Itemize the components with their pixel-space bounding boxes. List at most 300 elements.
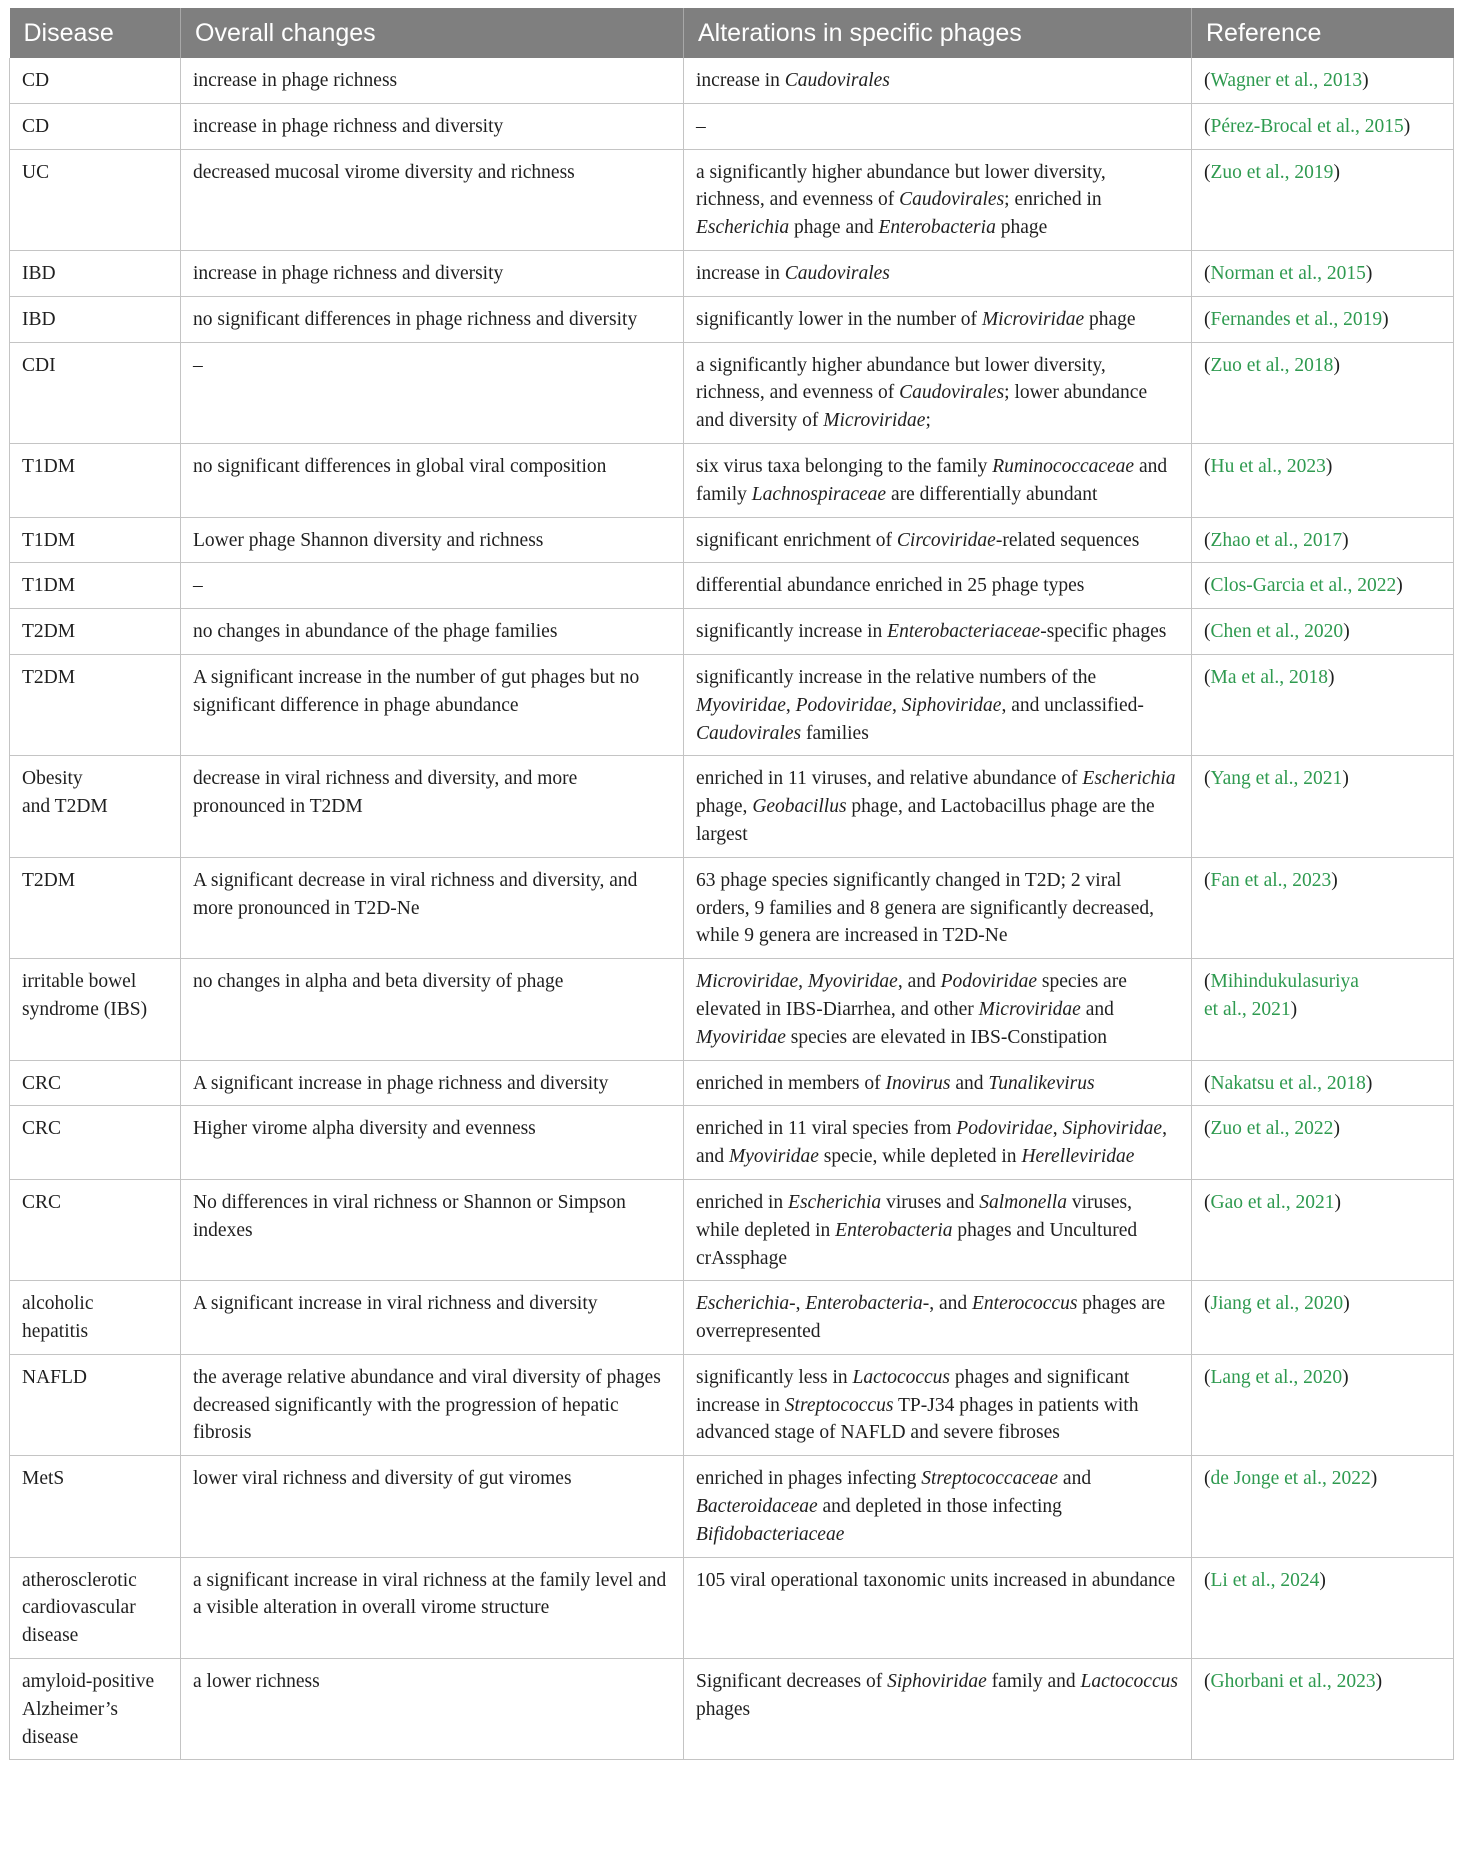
alterations-text: ,: [798, 971, 808, 993]
taxon-name: Bifidobacteriaceae: [696, 1523, 845, 1545]
reference-cell: [1192, 756, 1454, 857]
taxon-name: Microviridae: [981, 308, 1085, 330]
alterations-text: specie, while depleted in: [818, 1146, 1022, 1168]
overall-changes-text: a lower richness: [193, 1671, 320, 1693]
alterations-text: species are elevated in IBS-Constipation: [785, 1026, 1108, 1048]
alterations-text: ; enriched in: [1004, 189, 1102, 211]
disease-cell: [10, 1106, 181, 1180]
taxon-name: Myoviridae: [696, 1026, 786, 1048]
alterations-text: significantly increase in the relative numbers of the: [696, 666, 1097, 688]
disease-cell: [10, 342, 181, 443]
overall-changes-cell: [181, 58, 684, 103]
alterations-cell: [684, 609, 1192, 655]
reference-link[interactable]: Clos-Garcia et al., 2022: [1210, 575, 1397, 597]
taxon-name: Enterobacteria: [805, 1293, 923, 1315]
disease-cell: [10, 959, 181, 1060]
alterations-cell: [684, 1659, 1192, 1760]
table-row: [10, 296, 1454, 342]
reference-cell: [1192, 1354, 1454, 1455]
alterations-cell: [684, 654, 1192, 755]
taxon-name: Ruminococcaceae: [992, 455, 1135, 477]
overall-changes-cell: [181, 149, 684, 250]
alterations-text: and: [1058, 1468, 1092, 1490]
reference-link[interactable]: de Jonge et al., 2022: [1210, 1468, 1371, 1490]
reference-cell: [1192, 1281, 1454, 1355]
disease-text: CD: [22, 70, 50, 91]
disease-cell: [10, 857, 181, 958]
alterations-text: -specific phages: [1040, 621, 1167, 643]
disease-cell: [10, 1456, 181, 1557]
alterations-text: phage: [995, 217, 1048, 239]
alterations-text: ;: [925, 410, 931, 432]
table-row: [10, 1659, 1454, 1760]
overall-changes-cell: [181, 1456, 684, 1557]
header-overall-changes: Overall changes: [181, 8, 684, 58]
alterations-text: and: [950, 1072, 989, 1094]
taxon-name: Enterobacteria: [835, 1219, 953, 1241]
alterations-text: -, and: [922, 1293, 973, 1315]
overall-changes-cell: [181, 609, 684, 655]
overall-changes-text: the average relative abundance and viral diversity of phages decreased significantly with the progression of hepatic fibrosis: [193, 1366, 661, 1444]
taxon-name: Myoviridae: [729, 1146, 819, 1168]
disease-cell: [10, 563, 181, 609]
alterations-text: 63 phage species significantly changed in T2D; 2 viral orders, 9 families and 8 genera are significantly decreased, while 9 genera are increased in T2D-Ne: [696, 869, 1155, 947]
reference-cell: [1192, 609, 1454, 655]
paren-close: ): [1333, 1118, 1340, 1140]
reference-cell: [1192, 517, 1454, 563]
disease-text: UC: [22, 161, 50, 183]
overall-changes-text: increase in phage richness: [193, 70, 398, 91]
disease-text: alcoholic: [22, 1293, 94, 1315]
overall-changes-text: No differences in viral richness or Shannon or Simpson indexes: [193, 1191, 626, 1241]
alterations-text: , and: [696, 1118, 1167, 1168]
disease-cell: [10, 149, 181, 250]
overall-changes-text: Lower phage Shannon diversity and richness: [193, 529, 544, 551]
disease-cell: [10, 1557, 181, 1658]
alterations-cell: [684, 342, 1192, 443]
reference-link[interactable]: Pérez-Brocal et al., 2015: [1210, 115, 1404, 137]
reference-cell: [1192, 1106, 1454, 1180]
alterations-cell: [684, 959, 1192, 1060]
reference-cell: [1192, 250, 1454, 296]
disease-text: cardiovascular: [22, 1597, 136, 1619]
alterations-text: phage: [1084, 308, 1136, 330]
disease-text: irritable bowel: [22, 971, 137, 993]
overall-changes-text: –: [193, 575, 203, 597]
overall-changes-text: increase in phage richness and diversity: [193, 115, 504, 137]
reference-cell: [1192, 1659, 1454, 1760]
disease-cell: [10, 609, 181, 655]
overall-changes-text: –: [193, 354, 203, 376]
disease-text: Alzheimer’s: [22, 1698, 119, 1720]
taxon-name: Herelleviridae: [1021, 1146, 1135, 1168]
paren-open: (: [1204, 262, 1211, 284]
alterations-cell: [684, 756, 1192, 857]
alterations-text: enriched in: [696, 1191, 789, 1213]
table-row: [10, 517, 1454, 563]
alterations-text: -,: [789, 1293, 806, 1315]
paren-open: (: [1204, 971, 1211, 993]
paren-open: (: [1204, 1468, 1211, 1490]
alterations-text: six virus taxa belonging to the family: [696, 455, 993, 477]
reference-cell: [1192, 1456, 1454, 1557]
table-row: [10, 58, 1454, 103]
taxon-name: Podoviridae: [795, 694, 893, 716]
table-row: [10, 1281, 1454, 1355]
table-row: [10, 857, 1454, 958]
paren-open: (: [1204, 1293, 1211, 1315]
alterations-text: ,: [785, 694, 796, 716]
reference-cell: [1192, 857, 1454, 958]
reference-cell: [1192, 1557, 1454, 1658]
paren-close: ): [1362, 70, 1369, 91]
table-row: [10, 654, 1454, 755]
overall-changes-text: no significant differences in global viral composition: [193, 455, 607, 477]
overall-changes-cell: [181, 857, 684, 958]
alterations-text: significantly increase in: [696, 621, 888, 643]
taxon-name: Lactococcus: [1080, 1671, 1178, 1693]
overall-changes-text: A significant increase in phage richness and diversity: [193, 1072, 609, 1094]
alterations-text: phages are overrepresented: [696, 1293, 1166, 1343]
alterations-text: increase in: [696, 262, 785, 284]
alterations-cell: [684, 563, 1192, 609]
taxon-name: Streptococcaceae: [921, 1468, 1059, 1490]
taxon-name: Streptococcus: [784, 1394, 894, 1416]
overall-changes-cell: [181, 1557, 684, 1658]
disease-cell: [10, 1179, 181, 1280]
taxon-name: Siphoviridae: [901, 694, 1002, 716]
header-row: [10, 8, 1454, 58]
table-row: [10, 609, 1454, 655]
disease-text: T2DM: [22, 666, 76, 688]
header-disease: Disease: [10, 8, 181, 58]
reference-link[interactable]: Fan et al., 2023: [1210, 869, 1332, 891]
overall-changes-cell: [181, 563, 684, 609]
disease-cell: [10, 103, 181, 149]
paren-open: (: [1204, 1072, 1211, 1094]
paren-close: ): [1343, 1293, 1350, 1315]
overall-changes-cell: [181, 1106, 684, 1180]
overall-changes-text: no significant differences in phage richness and diversity: [193, 308, 638, 330]
reference-link[interactable]: Zuo et al., 2018: [1210, 354, 1334, 376]
alterations-text: phages and Uncultured crAssphage: [696, 1219, 1138, 1269]
alterations-cell: [684, 1557, 1192, 1658]
taxon-name: Caudovirales: [899, 189, 1005, 211]
overall-changes-cell: [181, 1179, 684, 1280]
disease-text: syndrome (IBS): [22, 998, 148, 1020]
reference-cell: [1192, 443, 1454, 517]
reference-link[interactable]: Wagner et al., 2013: [1210, 70, 1363, 91]
taxon-name: Caudovirales: [784, 70, 890, 91]
reference-link[interactable]: Norman et al., 2015: [1210, 262, 1366, 284]
overall-changes-text: no changes in alpha and beta diversity of phage: [193, 971, 564, 993]
table-row: [10, 756, 1454, 857]
disease-text: hepatitis: [22, 1321, 89, 1343]
reference-link[interactable]: et al., 2021: [1204, 998, 1291, 1020]
alterations-text: a significantly higher abundance but lower diversity, richness, and evenness of: [696, 161, 1106, 211]
paren-open: (: [1204, 1366, 1211, 1388]
paren-close: ): [1334, 1191, 1342, 1213]
alterations-cell: [684, 857, 1192, 958]
alterations-text: differential abundance enriched in 25 phage types: [696, 575, 1085, 597]
alterations-text: and family: [696, 455, 1168, 505]
overall-changes-text: increase in phage richness and diversity: [193, 262, 504, 284]
alterations-cell: [684, 1354, 1192, 1455]
table-body: [10, 58, 1454, 1760]
paren-open: (: [1204, 308, 1211, 330]
alterations-text: enriched in members of: [696, 1072, 886, 1094]
alterations-text: , and: [897, 971, 941, 993]
paren-close: ): [1396, 575, 1403, 597]
reference-link[interactable]: Mihindukulasuriya: [1210, 971, 1359, 993]
alterations-cell: [684, 103, 1192, 149]
taxon-name: Salmonella: [979, 1191, 1067, 1213]
alterations-cell: [684, 149, 1192, 250]
disease-cell: [10, 517, 181, 563]
paren-close: ): [1331, 869, 1338, 891]
disease-text: T2DM: [22, 869, 76, 891]
alterations-text: phage,: [696, 796, 753, 818]
disease-text: atherosclerotic: [22, 1569, 137, 1591]
overall-changes-text: A significant decrease in viral richness and diversity, and more pronounced in T2D-Ne: [193, 869, 638, 919]
paren-close: ): [1375, 1671, 1383, 1693]
taxon-name: Inovirus: [885, 1072, 951, 1094]
taxon-name: Caudovirales: [899, 382, 1005, 404]
alterations-text: enriched in 11 viruses, and relative abundance of: [696, 768, 1083, 790]
taxon-name: Podoviridae: [956, 1118, 1053, 1140]
alterations-text: significantly less in: [696, 1366, 853, 1388]
table-row: [10, 1557, 1454, 1658]
overall-changes-text: a visible alteration in overall virome structure: [193, 1597, 550, 1619]
overall-changes-cell: [181, 1354, 684, 1455]
table-header: [10, 8, 1454, 58]
alterations-cell: [684, 1179, 1192, 1280]
disease-text: CD: [22, 115, 50, 137]
overall-changes-cell: [181, 443, 684, 517]
alterations-cell: [684, 1281, 1192, 1355]
overall-changes-cell: [181, 1060, 684, 1106]
table-row: [10, 1060, 1454, 1106]
taxon-name: Caudovirales: [784, 262, 890, 284]
paren-close: ): [1342, 768, 1349, 790]
disease-text: disease: [22, 1625, 79, 1647]
reference-cell: [1192, 149, 1454, 250]
disease-cell: [10, 1281, 181, 1355]
paren-close: ): [1342, 1366, 1349, 1388]
overall-changes-text: A significant increase in viral richness and diversity: [193, 1293, 598, 1315]
reference-link[interactable]: Chen et al., 2020: [1210, 621, 1344, 643]
overall-changes-cell: [181, 654, 684, 755]
alterations-cell: [684, 58, 1192, 103]
paren-close: ): [1290, 998, 1298, 1020]
disease-text: amyloid-positive: [22, 1671, 155, 1693]
alterations-text: viruses, while depleted in: [696, 1191, 1132, 1241]
overall-changes-text: lower viral richness and diversity of gut viromes: [193, 1468, 572, 1490]
alterations-text: family and: [986, 1671, 1081, 1693]
alterations-text: a significantly higher abundance but lower diversity, richness, and evenness of: [696, 354, 1106, 404]
alterations-cell: [684, 250, 1192, 296]
paren-open: (: [1204, 768, 1211, 790]
header-alterations: Alterations in specific phages: [684, 8, 1192, 58]
reference-cell: [1192, 342, 1454, 443]
taxon-name: Enterobacteriaceae: [887, 621, 1041, 643]
paren-close: ): [1319, 1569, 1326, 1591]
taxon-name: Myoviridae: [696, 694, 786, 716]
reference-link[interactable]: Fernandes et al., 2019: [1210, 308, 1383, 330]
reference-link[interactable]: Yang et al., 2021: [1210, 768, 1343, 790]
reference-link[interactable]: Zuo et al., 2022: [1210, 1118, 1334, 1140]
taxon-name: Podoviridae: [940, 971, 1037, 993]
reference-link[interactable]: Jiang et al., 2020: [1210, 1293, 1344, 1315]
taxon-name: Lactococcus: [852, 1366, 951, 1388]
overall-changes-cell: [181, 517, 684, 563]
reference-link[interactable]: Nakatsu et al., 2018: [1210, 1072, 1366, 1094]
disease-text: T1DM: [22, 455, 76, 477]
paren-close: ): [1325, 455, 1333, 477]
overall-changes-text: a significant increase in viral richness at the family level and: [193, 1569, 667, 1591]
disease-cell: [10, 1060, 181, 1106]
disease-cell: [10, 296, 181, 342]
header-reference: Reference: [1192, 8, 1454, 58]
paren-open: (: [1204, 354, 1211, 376]
disease-text: Obesity: [22, 768, 83, 790]
paren-close: ): [1343, 621, 1350, 643]
alterations-cell: [684, 296, 1192, 342]
alterations-text: 105 viral operational taxonomic units increased in abundance: [696, 1569, 1176, 1591]
taxon-name: Siphoviridae: [1062, 1118, 1163, 1140]
taxon-name: Escherichia: [788, 1191, 882, 1213]
reference-cell: [1192, 563, 1454, 609]
alterations-text: phage and: [789, 217, 879, 239]
taxon-name: Tunalikevirus: [988, 1072, 1095, 1094]
alterations-text: significantly lower in the number of: [696, 308, 982, 330]
overall-changes-text: decrease in viral richness and diversity, and more pronounced in T2DM: [193, 768, 578, 818]
overall-changes-text: Higher virome alpha diversity and evenness: [193, 1118, 536, 1140]
overall-changes-text: A significant increase in the number of gut phages but no significant difference in phage abundance: [193, 666, 640, 716]
paren-open: (: [1204, 666, 1211, 688]
alterations-cell: [684, 1456, 1192, 1557]
paren-open: (: [1204, 161, 1211, 183]
reference-link[interactable]: Li et al., 2024: [1210, 1569, 1320, 1591]
paren-close: ): [1370, 1468, 1378, 1490]
overall-changes-cell: [181, 250, 684, 296]
taxon-name: Lachnospiraceae: [751, 483, 887, 505]
table-row: [10, 1456, 1454, 1557]
paren-close: ): [1328, 666, 1335, 688]
taxon-name: Escherichia: [696, 1293, 790, 1315]
overall-changes-cell: [181, 296, 684, 342]
disease-text: T1DM: [22, 529, 76, 551]
phage-disease-table: [9, 8, 1454, 1760]
disease-text: MetS: [22, 1468, 65, 1490]
reference-link[interactable]: Hu et al., 2023: [1210, 455, 1326, 477]
paren-close: ): [1342, 529, 1349, 551]
paren-open: (: [1204, 621, 1211, 643]
table-row: [10, 1106, 1454, 1180]
disease-text: NAFLD: [22, 1366, 88, 1388]
alterations-text: species are elevated in IBS-Diarrhea, and other: [696, 971, 1127, 1020]
paren-open: (: [1204, 869, 1211, 891]
reference-link[interactable]: Gao et al., 2021: [1210, 1191, 1335, 1213]
disease-text: T2DM: [22, 621, 76, 643]
reference-link[interactable]: Ghorbani et al., 2023: [1210, 1671, 1376, 1693]
alterations-text: increase in: [696, 70, 785, 91]
table-row: [10, 342, 1454, 443]
disease-cell: [10, 443, 181, 517]
disease-cell: [10, 1659, 181, 1760]
overall-changes-cell: [181, 342, 684, 443]
taxon-name: Caudovirales: [696, 722, 802, 744]
reference-link[interactable]: Lang et al., 2020: [1210, 1366, 1343, 1388]
paren-open: (: [1204, 455, 1211, 477]
taxon-name: Enterobacteria: [878, 217, 996, 239]
reference-cell: [1192, 1179, 1454, 1280]
table-row: [10, 443, 1454, 517]
alterations-text: enriched in 11 viral species from: [696, 1118, 957, 1140]
alterations-cell: [684, 1106, 1192, 1180]
table-row: [10, 563, 1454, 609]
paren-open: (: [1204, 1671, 1211, 1693]
alterations-text: phages: [696, 1698, 751, 1720]
disease-cell: [10, 756, 181, 857]
taxon-name: Microviridae: [823, 410, 926, 432]
reference-link[interactable]: Zhao et al., 2017: [1210, 529, 1343, 551]
taxon-name: Geobacillus: [752, 796, 847, 818]
alterations-text: , and unclassified-: [1001, 694, 1144, 716]
disease-text: CRC: [22, 1191, 62, 1213]
overall-changes-text: no changes in abundance of the phage families: [193, 621, 558, 643]
alterations-cell: [684, 517, 1192, 563]
alterations-text: ; lower abundance and diversity of: [696, 382, 1148, 432]
taxon-name: Escherichia: [696, 217, 790, 239]
disease-text: T1DM: [22, 575, 76, 597]
reference-cell: [1192, 58, 1454, 103]
disease-text: IBD: [22, 308, 56, 330]
alterations-text: enriched in phages infecting: [696, 1468, 922, 1490]
disease-text: CRC: [22, 1072, 62, 1094]
disease-text: disease: [22, 1726, 79, 1748]
taxon-name: Myoviridae: [807, 971, 898, 993]
disease-cell: [10, 1354, 181, 1455]
paren-close: ): [1333, 354, 1340, 376]
table-row: [10, 103, 1454, 149]
paren-close: ): [1365, 1072, 1373, 1094]
table-row: [10, 1179, 1454, 1280]
table-row: [10, 149, 1454, 250]
disease-text: IBD: [22, 262, 56, 284]
reference-cell: [1192, 959, 1454, 1060]
taxon-name: Siphoviridae: [887, 1671, 987, 1693]
taxon-name: Escherichia: [1082, 768, 1176, 790]
alterations-text: are differentially abundant: [886, 483, 1098, 505]
paren-close: ): [1403, 115, 1411, 137]
disease-cell: [10, 250, 181, 296]
alterations-text: Significant decreases of: [696, 1671, 888, 1693]
paren-close: ): [1382, 308, 1389, 330]
table-container: [9, 8, 1453, 1760]
taxon-name: Circoviridae: [896, 529, 996, 551]
paren-open: (: [1204, 575, 1211, 597]
alterations-text: and: [1080, 998, 1114, 1020]
alterations-text: ,: [1052, 1118, 1063, 1140]
alterations-text: significant enrichment of: [696, 529, 897, 551]
paren-open: (: [1204, 115, 1211, 137]
reference-link[interactable]: Zuo et al., 2019: [1210, 161, 1334, 183]
alterations-text: -related sequences: [995, 529, 1140, 551]
disease-cell: [10, 58, 181, 103]
table-row: [10, 1354, 1454, 1455]
reference-link[interactable]: Ma et al., 2018: [1210, 666, 1329, 688]
